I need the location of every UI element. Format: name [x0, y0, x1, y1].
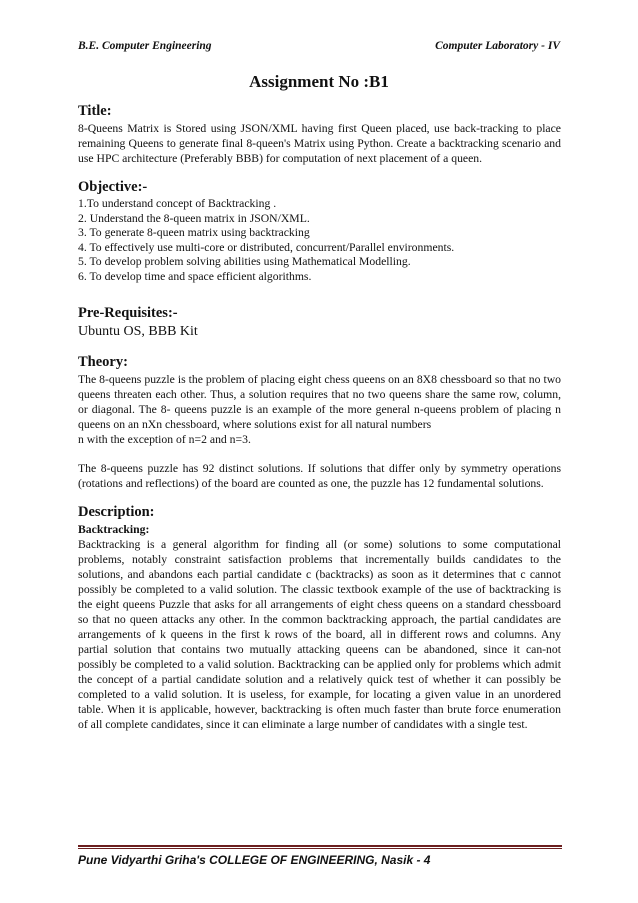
title-heading: Title: — [78, 103, 112, 119]
objective-item: 2. Understand the 8-queen matrix in JSON/XML. — [78, 211, 310, 225]
theory-paragraph-2: The 8-queens puzzle has 92 distinct solutions. If solutions that differ only by symmetry operations (rotations and reflections) of the board are counted as one, the puzzle has 12 fundamental solutions. — [78, 462, 561, 490]
objective-item: 6. To develop time and space efficient algorithms. — [78, 269, 312, 283]
theory-paragraph-1-tail: n with the exception of n=2 and n=3. — [78, 433, 251, 446]
footer-rule — [78, 845, 562, 847]
header-course: B.E. Computer Engineering — [78, 40, 212, 52]
objective-item: 1.To understand concept of Backtracking . — [78, 197, 277, 210]
footer-college: Pune Vidyarthi Griha's COLLEGE OF ENGINEERING, Nasik - 4 — [78, 853, 431, 867]
theory-heading: Theory: — [78, 354, 128, 370]
objective-item: 3. To generate 8-queen matrix using backtracking — [78, 226, 310, 239]
prerequisites-heading: Pre-Requisites:- — [78, 305, 178, 321]
assignment-title: Assignment No :B1 — [249, 72, 389, 91]
backtracking-subheading: Backtracking: — [78, 523, 150, 536]
description-heading: Description: — [78, 504, 155, 520]
objective-heading: Objective:- — [78, 179, 148, 195]
objective-item: 5. To develop problem solving abilities using Mathematical Modelling. — [78, 255, 411, 268]
prerequisites-text: Ubuntu OS, BBB Kit — [78, 324, 198, 339]
objective-list — [78, 197, 561, 284]
footer-rule-thin — [78, 848, 562, 849]
backtracking-text: Backtracking is a general algorithm for finding all (or some) solutions to some computational problems, notably constraint satisfaction problems that incrementally builds candidates to the solutions, and abandons each partial candidate c (backtracks) as soon as it determines that c cannot possibly be completed to a valid solution. The classic textbook example of the use of backtracking is the eight queens Puzzle that asks for all arrangements of eight chess queens on a standard chessboard so that no queen attacks any other. In the common backtracking approach, the partial candidates are arrangements of k queens in the first k rows of the board, all in different rows and columns. Any partial solution that contains two mutually attacking queens can be abandoned, since it can-not possibly be completed to a valid solution. Backtracking can be applied only for problems which admit the concept of a partial candidate solution and a relatively quick test of whether it can possibly be completed to a valid solution. It is useless, for example, for locating a given value in an unordered table. When it is applicable, however, backtracking is often much faster than brute force enumeration of all complete candidates, since it can eliminate a large number of candidates with a single test. — [78, 538, 561, 731]
document-body — [78, 102, 561, 732]
header-lab: Computer Laboratory - IV — [435, 40, 560, 52]
objective-item: 4. To effectively use multi-core or distributed, concurrent/Parallel environments. — [78, 240, 455, 254]
title-text: 8-Queens Matrix is Stored using JSON/XML having first Queen placed, use back-tracking to place remaining Queens to generate final 8-queen's Matrix using Python. Create a backtracking scenario and use HPC architecture (Preferably BBB) for computation of next placement of a queen. — [78, 122, 561, 165]
theory-paragraph-1: The 8-queens puzzle is the problem of placing eight chess queens on an 8X8 chessboard so that no two queens threaten each other. Thus, a solution requires that no two queens share the same row, column, or diagonal. The 8- queens puzzle is an example of the more general n-queens problem of placing n queens on an nXn chessboard, where solutions exist for all natural numbers — [78, 373, 561, 431]
